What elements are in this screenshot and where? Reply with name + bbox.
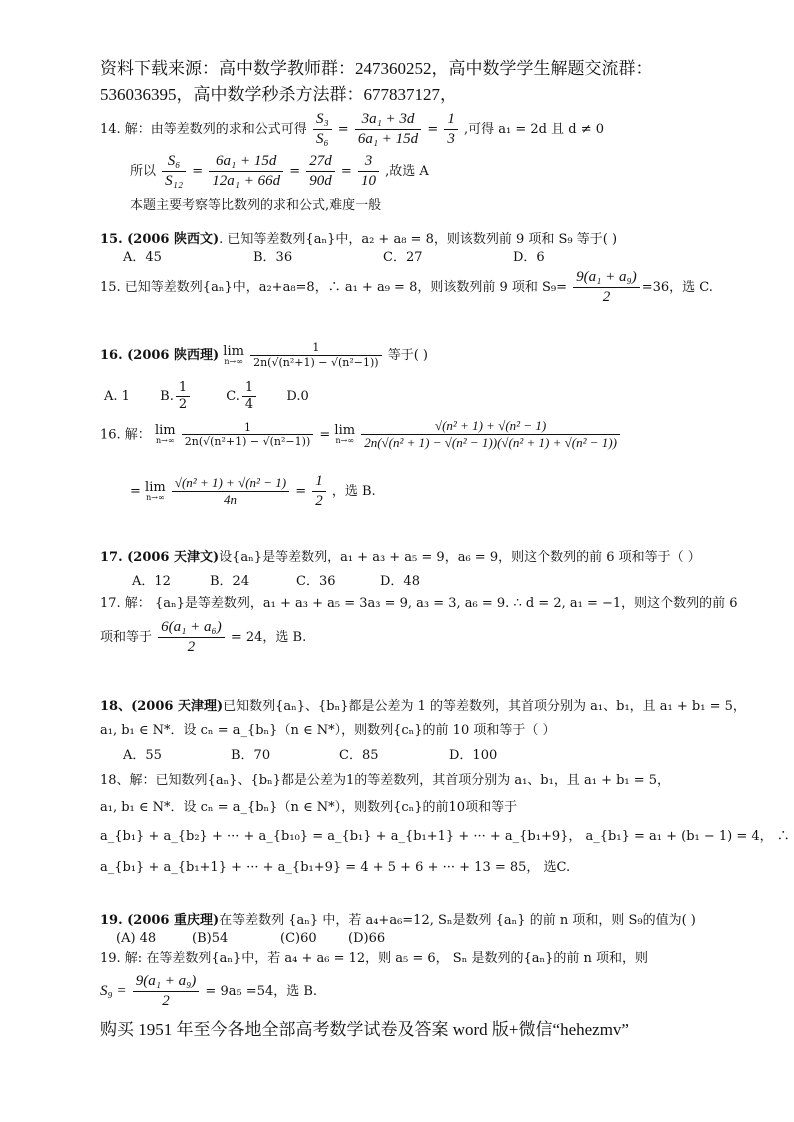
q16-options <box>104 380 309 414</box>
q17-answer: = 24，选 B. <box>230 629 307 645</box>
q19-options <box>116 931 385 947</box>
header-line-2: 536036395，高中数学秒杀方法群：677837127， <box>100 85 457 104</box>
q14-frac-expr: $\frac{\text{3a₁ + 3d}}{\text{6a₁ + 15d}}$ <box>355 110 421 149</box>
q15-answer: =36，选 C. <box>641 279 713 295</box>
q16-tag: 16. (2006 陕西理) <box>100 347 220 363</box>
q17-option-b: B．24 <box>210 574 250 589</box>
q16-option-d: D.0 <box>286 389 309 405</box>
q14-answer: ,故选 A <box>385 163 429 179</box>
q16-equals-3: = <box>295 483 307 499</box>
q17-sum-label: 项和等于 <box>100 629 153 645</box>
q14-comment: 本题主要考察等比数列的求和公式,难度一般 <box>130 198 382 213</box>
footer-note: 购买 1951 年至今各地全部高考数学试卷及答案 word 版+微信“hehezmv” <box>100 1020 629 1039</box>
q15-solution-text: 15. 已知等差数列{aₙ}中，a₂+a₈=8，∴ a₁ + a₉ = 8，则该数列前 9 项和 S₉= <box>100 279 568 295</box>
q18-tag: 18、(2006 天津理) <box>100 699 224 714</box>
q17-option-d: D．48 <box>380 574 420 589</box>
q16-solution-label: 16. 解： <box>100 427 151 443</box>
q17-stem <box>100 550 701 566</box>
q18-option-c: C．85 <box>339 748 379 763</box>
q16-sol-frac-3: $\frac{\text{√(n² + 1) + √(n² − 1)}}{4n}$ <box>172 475 289 509</box>
q17-options <box>132 574 420 590</box>
q16-equals-1: = <box>319 427 331 443</box>
q14-frac-27d-90d: $\frac{27d}{90d}$ <box>306 152 335 191</box>
q18-option-d: D．100 <box>449 748 498 763</box>
q18-solution-line-2: a₁, b₁ ∈ N*．设 cₙ = a_{bₙ}（n ∈ N*），则数列{cₙ}的前10项和等于 <box>100 800 518 815</box>
q14-so: 所以 <box>130 163 157 179</box>
q17-option-c: C．36 <box>296 574 336 589</box>
q16-sol-frac-half: $\frac{1}{2}$ <box>312 472 326 511</box>
q15-option-c: C．27 <box>383 250 423 265</box>
q18-stem-line-2: a₁, b₁ ∈ N*．设 cₙ = a_{bₙ}（n ∈ N*），则数列{cₙ}的前 10 项和等于（ ） <box>100 723 556 738</box>
q19-stem-text: 在等差数列 {aₙ} 中，若 a₄+a₆=12, Sₙ是数列 {aₙ} 的前 n 项和，则 S₉的值为( ) <box>219 913 696 928</box>
q16-solution-line-2 <box>130 472 376 511</box>
q15-stem-text: . 已知等差数列{aₙ}中，a₂ + a₈ = 8，则该数列前 9 项和 S₉ 等于( ) <box>219 232 618 247</box>
q16-option-a: A. 1 <box>104 389 130 405</box>
q19-option-d: (D)66 <box>348 931 386 946</box>
q16-answer: ，选 B. <box>331 483 376 499</box>
q19-option-c: (C)60 <box>280 931 317 946</box>
q16-option-b: B. $\frac{1}{2}$ <box>160 380 222 414</box>
q16-option-c: C. $\frac{1}{4}$ <box>226 380 282 414</box>
q14-frac-3-10: $\frac{3}{10}$ <box>358 152 379 191</box>
q19-solution-line-1: 19. 解: 在等差数列{aₙ}中，若 a₄ + a₆ = 12，则 a₅ = 6， Sₙ 是数列的{aₙ}的前 n 项和，则 <box>100 951 649 966</box>
q16-stem-tail: 等于( ) <box>387 347 428 363</box>
q19-stem <box>100 913 696 929</box>
q16-sol-frac-1: $\frac{1}{\text{2n(√(n²+1) − √(n²−1))}}$ <box>182 421 313 450</box>
q15-tag: 15. (2006 陕西文) <box>100 232 220 247</box>
q15-solution <box>100 268 713 307</box>
q16-sol-lim-1: lim n→∞ <box>154 423 176 446</box>
q19-sum-frac: $\frac{\text{9(a₁ + a₉)}}{2}$ <box>133 972 200 1011</box>
q16-sol-lim-3: lim n→∞ <box>145 479 166 502</box>
q17-stem-text: 设{aₙ}是等差数列，a₁ + a₃ + a₅ = 9，a₆ = 9，则这个数列的前 6 项和等于（ ） <box>219 550 701 565</box>
q19-s9-label: S₉ = <box>100 982 127 999</box>
q19-option-a: (A) 48 <box>116 931 157 946</box>
q16-solution-line-1 <box>100 418 622 452</box>
header-line-1: 资料下载来源：高中数学教师群：247360252，高中数学学生解题交流群： <box>100 59 653 78</box>
q14-frac-s6-s12: $\frac{\text{S₆}}{\text{S₁₂}}$ <box>162 152 186 191</box>
q17-solution-line-2 <box>100 618 306 657</box>
q18-solution-line-3: a_{b₁} + a_{b₂} + ··· + a_{b₁₀} = a_{b₁} + a_{b₁+1} + ··· + a_{b₁+9}， a_{b₁} = a₁ + (b₁ − 1) = 4， ∴ <box>100 829 790 844</box>
q17-sum-frac: $\frac{\text{6(a₁ + a₆)}}{2}$ <box>158 618 225 657</box>
q19-solution-line-2 <box>100 972 317 1011</box>
q16-sol-frac-2: $\frac{\text{√(n² + 1) + √(n² − 1)}}{\text{2n(√(n² + 1) − √(n² − 1))(√(n² + 1) + √(n² − 1))}}$ <box>361 418 620 452</box>
q18-option-b: B．70 <box>231 748 271 763</box>
q18-solution-line-4: a_{b₁} + a_{b₁+1} + ··· + a_{b₁+9} = 4 + 5 + 6 + ··· + 13 = 85， 选C. <box>100 860 571 875</box>
q14-line-2: 所以 $\frac{\text{S₆}}{\text{S₁₂}}$ = $\frac{\text{6a₁ + 15d}}{\text{12a₁ + 66d}}$ = $\frac{27d}{90d}$ = $\frac{3}{10}$ ,故选 A <box>130 153 429 189</box>
q15-option-d: D．6 <box>513 250 545 265</box>
q17-option-a: A．12 <box>132 574 171 589</box>
q18-stem-line-1 <box>100 699 746 715</box>
q16-equals-2: = <box>130 483 141 499</box>
q19-answer: = 9a₅ =54，选 B. <box>205 983 318 999</box>
q14-frac-expr-2: $\frac{\text{6a₁ + 15d}}{\text{12a₁ + 66d}}$ <box>209 152 283 191</box>
q17-solution-line-1: 17. 解： {aₙ}是等差数列，a₁ + a₃ + a₅ = 3a₃ = 9, a₃ = 3, a₆ = 9. ∴ d = 2, a₁ = −1，则这个数列的前 6 <box>100 596 738 611</box>
q18-stem-text-1: 已知数列{aₙ}、{bₙ}都是公差为 1 的等差数列，其首项分别为 a₁、b₁，且 a₁ + b₁ = 5， <box>223 699 746 714</box>
q16-sol-lim-2: lim n→∞ <box>334 423 356 446</box>
q15-option-a: A．45 <box>123 250 162 265</box>
q18-option-a: A．55 <box>123 748 162 763</box>
q16-stem <box>100 341 428 370</box>
q15-sum-frac: $\frac{\text{9(a₁ + a₉)}}{2}$ <box>573 268 640 307</box>
q15-options <box>123 250 545 266</box>
q14-result: ,可得 a₁ = 2d 且 d ≠ 0 <box>464 121 604 137</box>
q14-frac-third: $\frac{1}{3}$ <box>444 110 458 149</box>
q19-option-b: (B)54 <box>192 931 229 946</box>
q18-options <box>123 748 497 764</box>
q15-stem <box>100 232 617 248</box>
q17-tag: 17. (2006 天津文) <box>100 550 220 565</box>
q15-option-b: B．36 <box>253 250 293 265</box>
q14-line-1: 14. 解：由等差数列的求和公式可得 $\frac{\text{S₃}}{\text{S₆}}$ = $\frac{\text{3a₁ + 3d}}{\text{6a₁ + 15d}}$ = $\frac{1}{3}$ ,可得 a₁ = 2d 且 d ≠ 0 <box>100 111 604 147</box>
q16-stem-frac: $\frac{1}{\text{2n(√(n²+1) − √(n²−1))}}$ <box>250 341 381 370</box>
q19-tag: 19. (2006 重庆理) <box>100 913 220 928</box>
q16-lim: lim n→∞ <box>223 343 244 366</box>
q18-solution-line-1: 18、解：已知数列{aₙ}、{bₙ}都是公差为1的等差数列，其首项分别为 a₁、b₁，且 a₁ + b₁ = 5， <box>100 773 671 788</box>
q14-frac-s3-s6: $\frac{\text{S₃}}{\text{S₆}}$ <box>313 110 332 149</box>
q14-intro: 14. 解：由等差数列的求和公式可得 <box>100 121 307 137</box>
